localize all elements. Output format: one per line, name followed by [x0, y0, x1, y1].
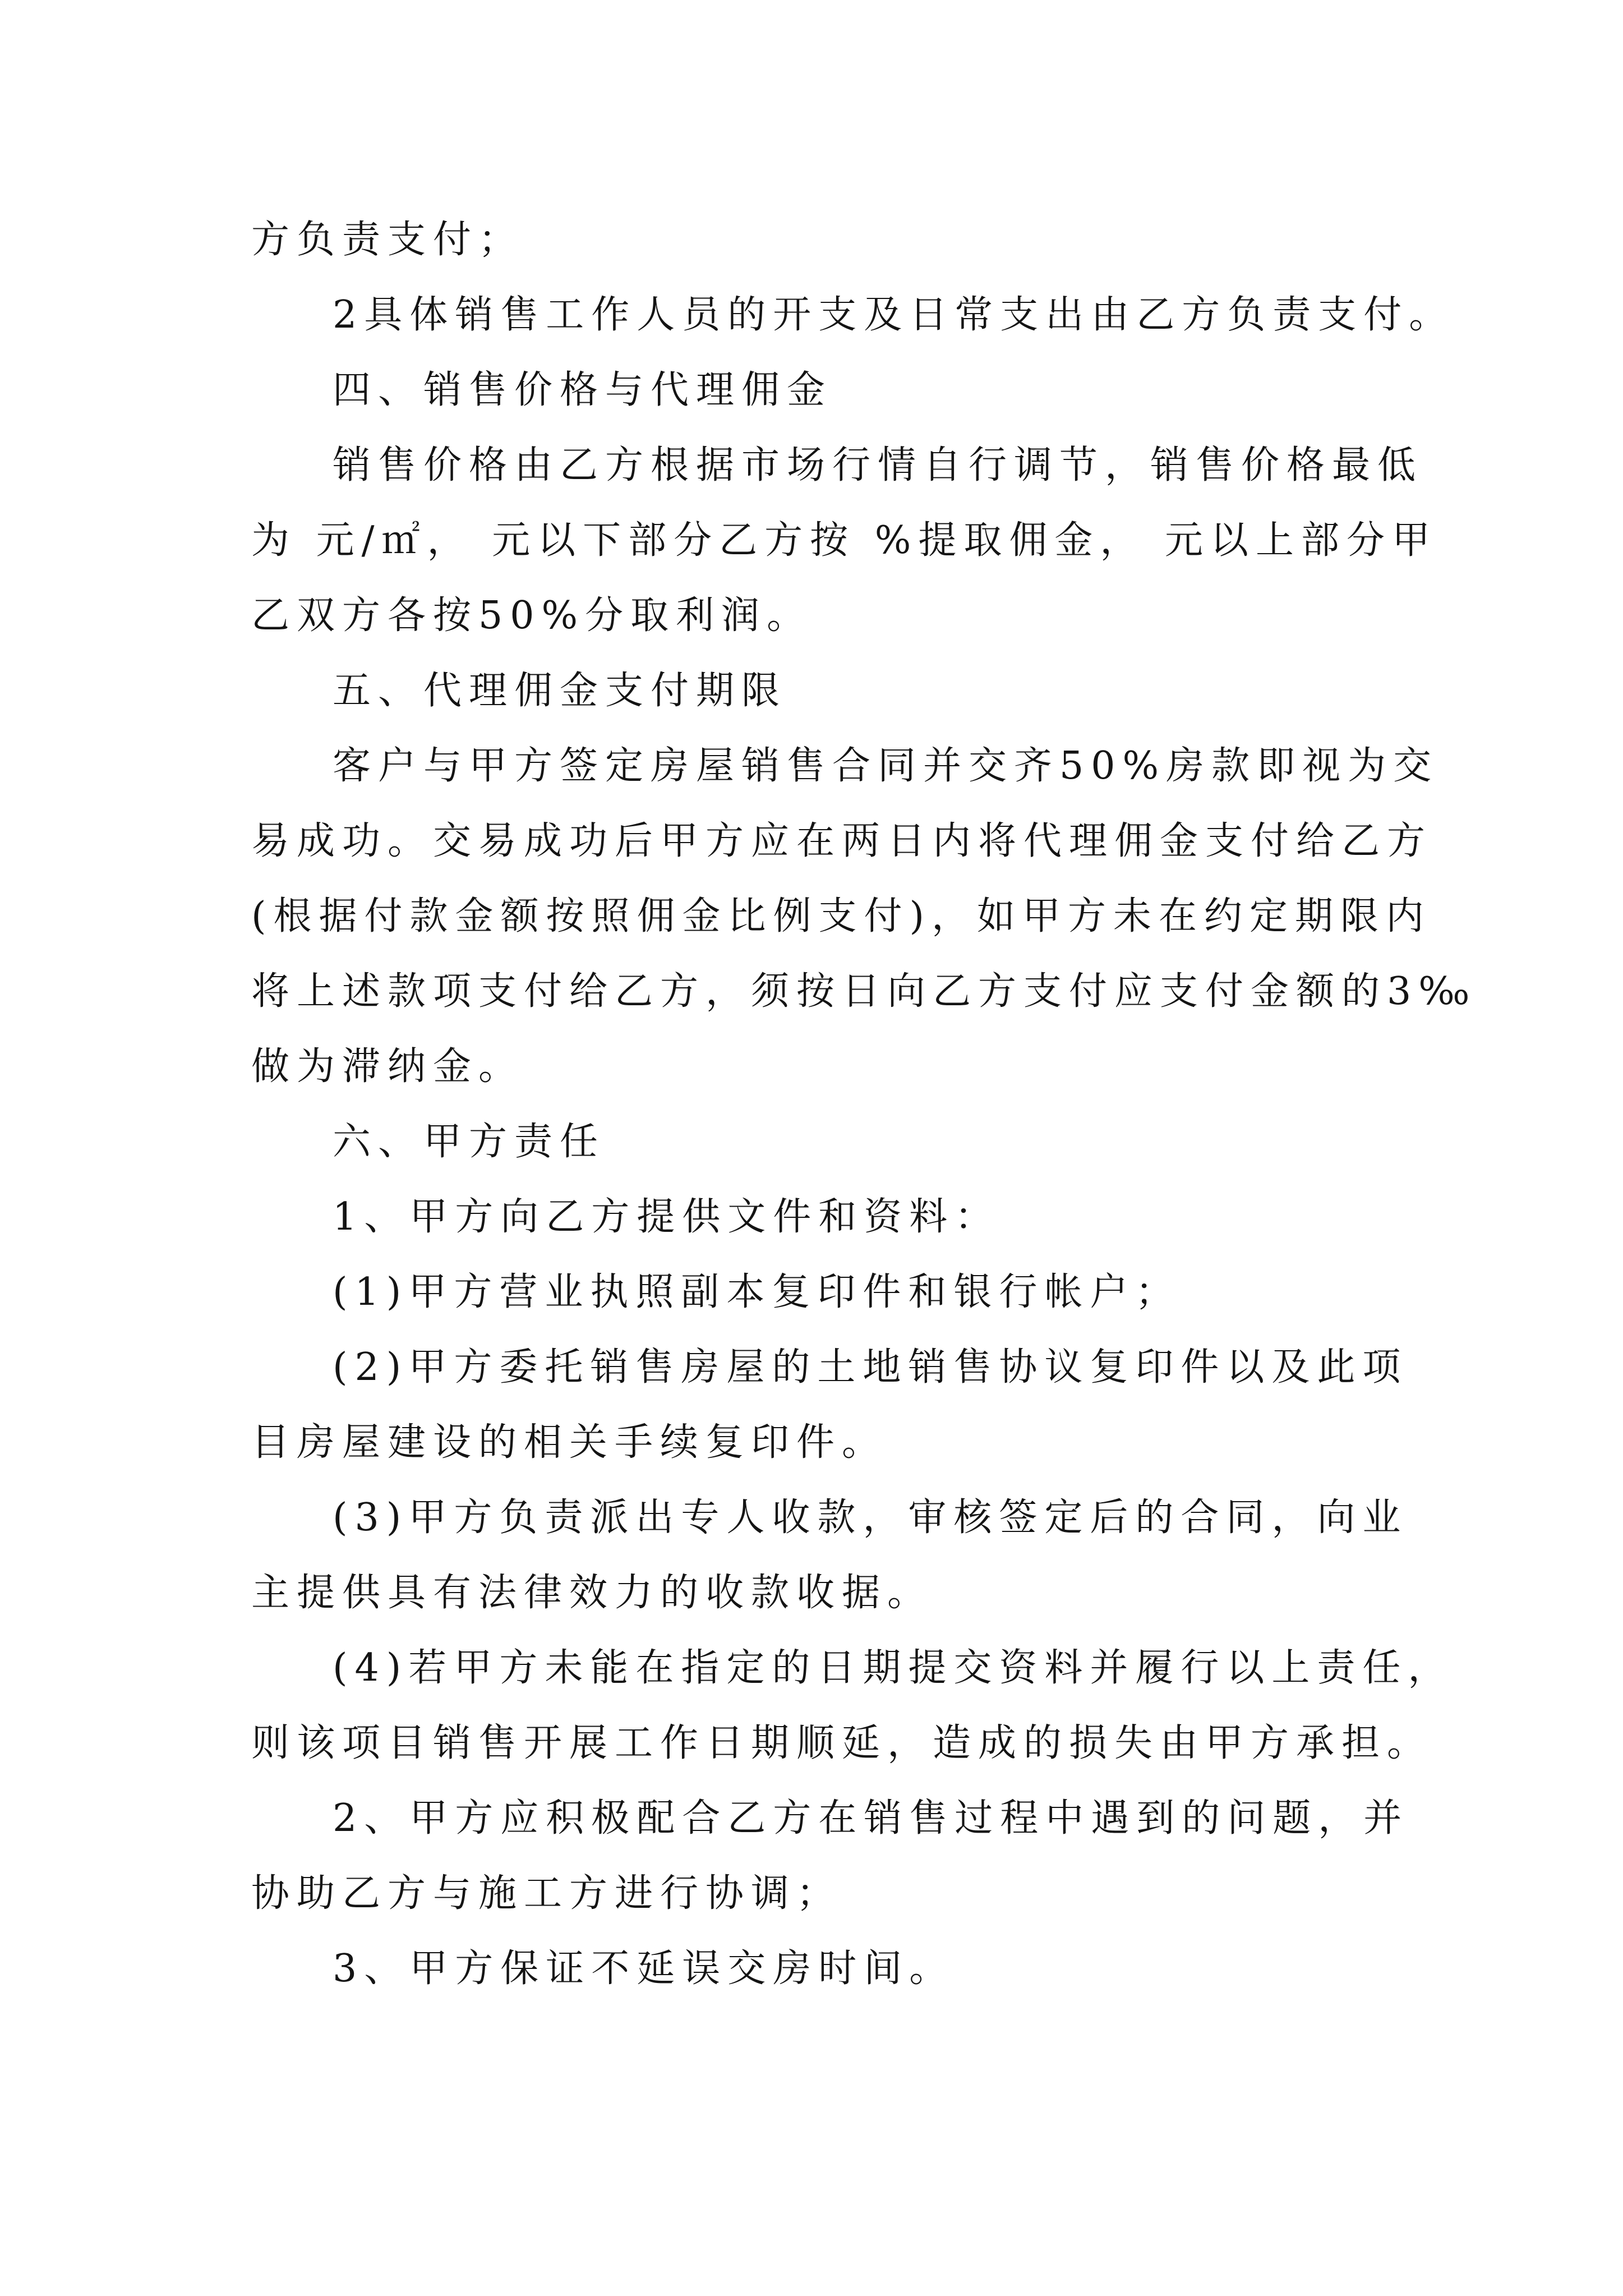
paragraph-line: 3、甲方保证不延误交房时间。: [333, 1947, 955, 1991]
section-heading: 六、甲方责任: [333, 1120, 606, 1164]
paragraph-line: 销售价格由乙方根据市场行情自行调节，销售价格最低: [333, 443, 1423, 487]
paragraph-line: 目房屋建设的相关手续复印件。: [251, 1420, 888, 1465]
paragraph-line: 易成功。交易成功后甲方应在两日内将代理佣金支付给乙方: [251, 819, 1433, 863]
paragraph-line: 2具体销售工作人员的开支及日常支出由乙方负责支付。: [333, 293, 1455, 337]
paragraph-line: 将上述款项支付给乙方，须按日向乙方支付应支付金额的3‰: [251, 969, 1477, 1014]
paragraph-line: (2)甲方委托销售房屋的土地销售协议复印件以及此项: [333, 1345, 1408, 1389]
paragraph-line: 做为滞纳金。: [251, 1045, 524, 1089]
paragraph-line: (3)甲方负责派出专人收款，审核签定后的合同，向业: [333, 1496, 1408, 1540]
section-heading: 五、代理佣金支付期限: [333, 669, 787, 713]
paragraph-line: (根据付款金额按照佣金比例支付)，如甲方未在约定期限内: [251, 894, 1432, 938]
paragraph-line: (1)甲方营业执照副本复印件和银行帐户；: [333, 1270, 1181, 1314]
paragraph-line: 乙双方各按50%分取利润。: [251, 593, 813, 638]
paragraph-line: 则该项目销售开展工作日期顺延，造成的损失由甲方承担。: [251, 1721, 1433, 1765]
paragraph-line: 主提供具有法律效力的收款收据。: [251, 1571, 933, 1615]
paragraph-line: 协助乙方与施工方进行协调；: [251, 1871, 842, 1916]
paragraph-line: 为 元/㎡， 元以下部分乙方按 %提取佣金， 元以上部分甲: [251, 518, 1437, 563]
section-heading: 四、销售价格与代理佣金: [333, 368, 833, 412]
paragraph-line: 方负责支付；: [251, 218, 524, 262]
paragraph-line: (4)若甲方未能在指定的日期提交资料并履行以上责任，: [333, 1646, 1454, 1690]
paragraph-line: 客户与甲方签定房屋销售合同并交齐50%房款即视为交: [333, 744, 1439, 788]
paragraph-line: 2、甲方应积极配合乙方在销售过程中遇到的问题，并: [333, 1796, 1409, 1841]
paragraph-line: 1、甲方向乙方提供文件和资料：: [333, 1195, 1000, 1239]
